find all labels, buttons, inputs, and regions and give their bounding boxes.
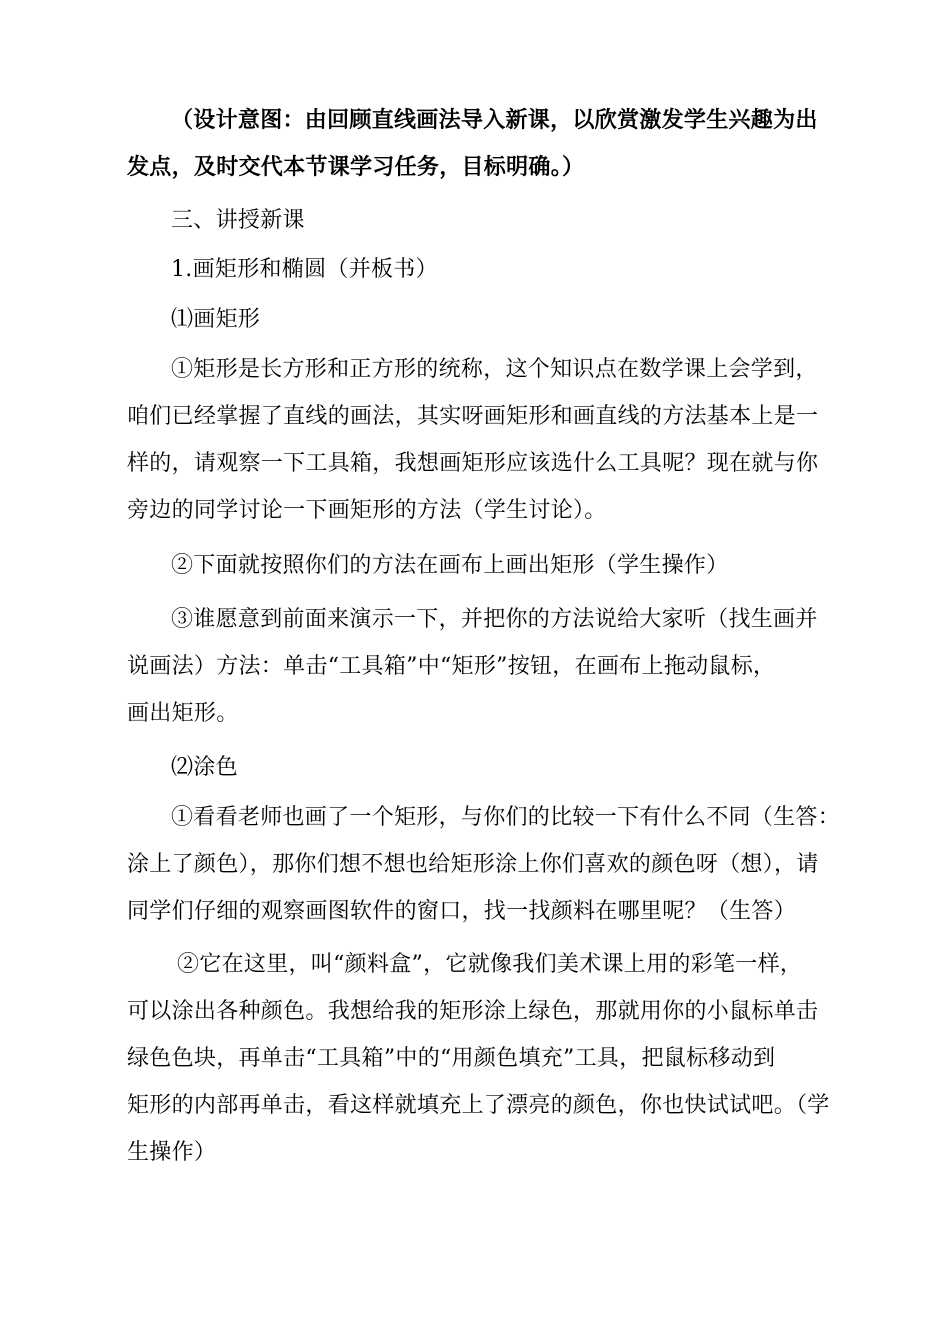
text-line: （设计意图：由回顾直线画法导入新课，以欣赏激发学生兴趣为出 [171,107,818,133]
text-line: ②它在这里，叫“颜料盒”，它就像我们美术课上用的彩笔一样， [177,952,803,977]
text-line: ②下面就按照你们的方法在画布上画出矩形（学生操作） [171,553,729,578]
paragraph-palette [127,941,830,1176]
text-line: 同学们仔细的观察画图软件的窗口，找一找颜料在哪里呢？（生答） [127,899,797,924]
subheading-text: ⑵涂色 [171,755,238,780]
paragraph-rectangle-intro [127,346,827,534]
paragraph-student-draw [127,542,827,589]
subheading-coloring [127,744,827,791]
text-line: 旁边的同学讨论一下画矩形的方法（学生讨论）。 [127,498,607,523]
section-heading-text: 三、讲授新课 [171,208,305,233]
item-heading [127,246,827,293]
design-intent-paragraph [127,97,827,191]
paragraph-coloring-intro [127,794,841,935]
text-line: 画出矩形。 [127,701,239,726]
text-line: 生操作） [127,1140,217,1165]
text-line: 样的，请观察一下工具箱，我想画矩形应该选什么工具呢？现在就与你 [127,451,819,476]
item-heading-text: 1.画矩形和椭圆（并板书） [171,257,438,282]
text-line: 涂上了颜色），那你们想不想也给矩形涂上你们喜欢的颜色呀（想），请 [127,852,819,877]
text-line: ①矩形是长方形和正方形的统称，这个知识点在数学课上会学到， [171,357,818,382]
paragraph-demo [127,596,827,737]
text-line: 发点，及时交代本节课学习任务，目标明确。） [127,154,585,180]
text-line: 绿色色块，再单击“工具箱”中的“用颜色填充”工具，把鼠标移动到 [127,1046,776,1071]
text-line: ③谁愿意到前面来演示一下，并把你的方法说给大家听（找生画并 [171,607,818,632]
text-line: 矩形的内部再单击，看这样就填充上了漂亮的颜色，你也快试试吧。（学 [127,1093,830,1118]
section-heading [127,197,827,244]
text-line: ①看看老师也画了一个矩形，与你们的比较一下有什么不同（生答： [171,805,841,830]
text-line: 咱们已经掌握了直线的画法，其实呀画矩形和画直线的方法基本上是一 [127,404,819,429]
text-line: 可以涂出各种颜色。我想给我的矩形涂上绿色，那就用你的小鼠标单击 [127,999,819,1024]
subheading-text: ⑴画矩形 [171,307,261,332]
subheading-rectangle [127,296,827,343]
text-line: 说画法）方法：单击“工具箱”中“矩形”按钮，在画布上拖动鼠标， [127,654,776,679]
